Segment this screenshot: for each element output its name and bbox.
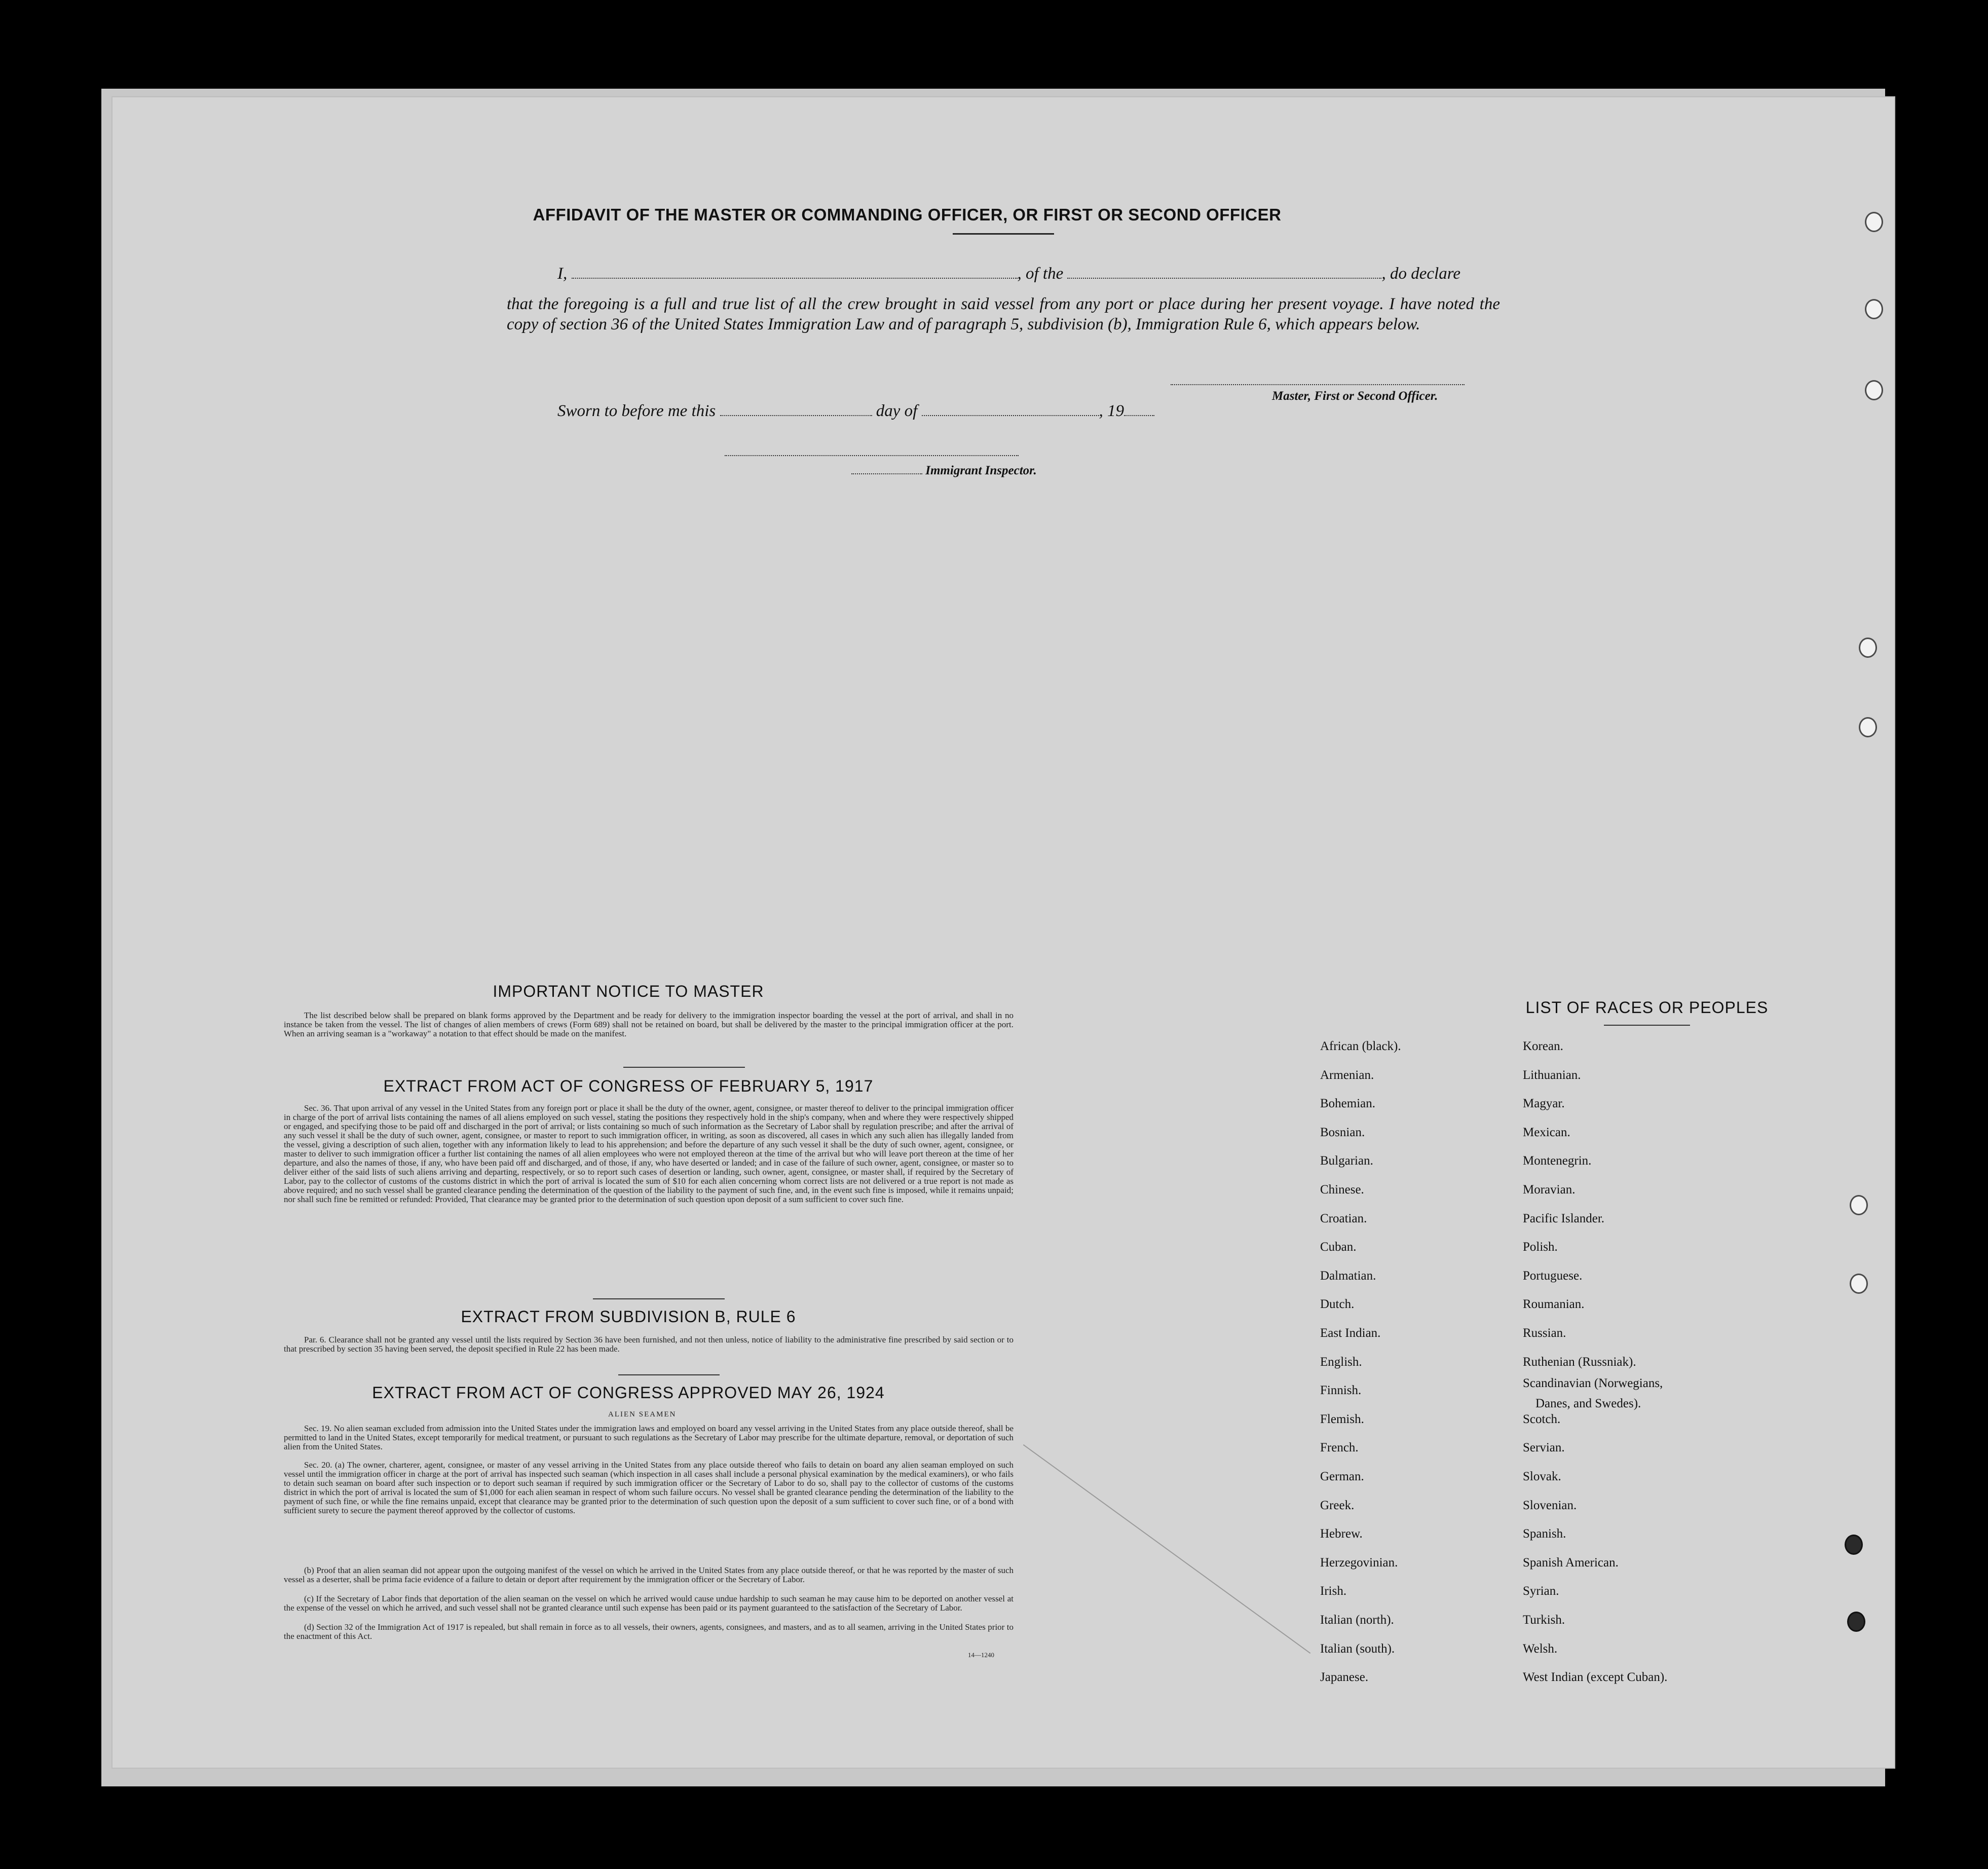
race-item: Bohemian. [1320,1097,1376,1111]
inspector-name-field[interactable] [851,473,922,474]
race-item: Moravian. [1523,1183,1576,1197]
race-item: East Indian. [1320,1326,1381,1340]
sworn-prefix: Sworn to before me this [557,402,716,420]
race-item: Bulgarian. [1320,1154,1373,1168]
races-rule [1604,1025,1690,1026]
race-item: Magyar. [1523,1097,1565,1111]
affidavit-title: AFFIDAVIT OF THE MASTER OR COMMANDING OFFICER, OR FIRST OR SECOND OFFICER [533,205,1282,224]
race-item: Greek. [1320,1498,1355,1512]
extract-1924-sec20a: Sec. 20. (a) The owner, charterer, agent, consignee, or master of any vessel arriving in the United States from any place outside thereof who fails to detain on board any alien seaman employed on such vessel until the immigration officer in charge at the port of arrival has inspected such seaman (which inspection in all cases shall include a personal physical examination by the medical examiners), or who fails to detain such seaman on board after such inspection or to deport such seaman if required by such immigration officer or the Secretary of Labor to do so, shall pay to the collector of customs of the customs district in which the port of arrival is located the sum of $1,000 for each alien seaman in respect of whom such failure occurs. No vessel shall be granted clearance pending the determination of the liability to the payment of such fine, or while the fine remains unpaid, except that clearance may be granted prior to the determination of such question upon the deposit of a sum sufficient to cover such fine, or of a bond with sufficient surety to secure the payment thereof approved by the collector of customs. [284,1460,1014,1515]
sworn-line [557,402,1154,421]
race-item: Scandinavian (Norwegians, [1523,1376,1663,1391]
race-item: Hebrew. [1320,1527,1363,1541]
sworn-day-label: day of [876,402,918,420]
alien-seamen-subtitle: ALIEN SEAMEN [608,1410,677,1418]
inspector-label: Immigrant Inspector. [925,464,1037,477]
extract-1917-rule [593,1298,725,1299]
race-item: Mexican. [1523,1125,1570,1139]
binding-hole [1850,1195,1868,1215]
race-item: Dutch. [1320,1297,1355,1312]
binding-hole [1845,1535,1863,1555]
race-item: Syrian. [1523,1584,1559,1598]
race-item: Servian. [1523,1441,1565,1455]
rule6-text: Par. 6. Clearance shall not be granted any vessel until the lists required by Section 36 have been furnished, and not then unless, notice of liability to the administrative fine prescribed by said section or to that prescribed by section 35 having been served, the deposit specified in Rule 22 has been made. [284,1335,1014,1354]
of-the-label: , of the [1017,265,1064,283]
extract-1924-title: EXTRACT FROM ACT OF CONGRESS APPROVED MAY 26, 1924 [372,1384,885,1402]
document-page [111,96,1895,1769]
race-item: Armenian. [1320,1068,1374,1082]
declarant-prefix: I, [557,265,568,283]
form-number: 14—1240 [968,1651,994,1659]
paper-fold-line [1023,1444,1310,1654]
binding-hole [1865,380,1883,400]
binding-hole [1865,299,1883,319]
affidavit-line-1 [557,265,1460,283]
race-item: Korean. [1523,1039,1563,1053]
extract-1924-sec20c: (c) If the Secretary of Labor finds that deportation of the alien seaman on the vessel on which he arrived would cause undue hardship to such seaman he may cause him to be deported on another vessel at the expense of the vessel on which he arrived, and such vessel shall not be granted clearance until such expense has been paid or its payment guaranteed to the satisfaction of the Secretary of Labor. [284,1594,1014,1613]
race-item: Japanese. [1320,1670,1369,1685]
race-item: Dalmatian. [1320,1268,1376,1283]
race-item: Spanish American. [1523,1555,1619,1569]
declarant-name-field[interactable] [572,277,1018,279]
race-item: Danes, and Swedes). [1535,1397,1641,1411]
race-item: Cuban. [1320,1240,1357,1254]
race-item: Flemish. [1320,1412,1364,1426]
affidavit-body: that the foregoing is a full and true list of all the crew brought in said vessel from any port or place during her present voyage. I have noted the copy of section 36 of the United States Immigration Law and of paragraph 5, subdivision (b), Immigration Rule 6, which appears below. [507,295,1500,333]
race-item: Croatian. [1320,1211,1367,1225]
extract-1924-sec19: Sec. 19. No alien seaman excluded from admission into the United States under the immigration laws and employed on board any vessel arriving in the United States from any place outside thereof, shall be permitted to land in the United States, except temporarily for medical treatment, or pursuant to such regulations as the Secretary of Labor may prescribe for the ultimate departure, removal, or deportation of such alien from the United States. [284,1424,1014,1451]
race-item: Roumanian. [1523,1297,1585,1312]
master-signature-line[interactable] [1171,384,1465,385]
rule6-rule [618,1374,720,1375]
race-item: West Indian (except Cuban). [1523,1670,1668,1685]
race-item: Welsh. [1523,1641,1558,1656]
rule6-title: EXTRACT FROM SUBDIVISION B, RULE 6 [461,1307,796,1326]
vessel-name-field[interactable] [1067,277,1381,279]
race-item: Spanish. [1523,1527,1566,1541]
extract-1917-text: Sec. 36. That upon arrival of any vessel in the United States from any foreign port or place it shall be the duty of the owner, agent, consignee, or master thereof to deliver to the principal immigration officer in charge of the port of arrival lists containing the names of all aliens employed on such vessel, stating the positions they respectively hold in the ship's company, when and where they were respectively shipped or engaged, and specifying those to be paid off and discharged in the port of arrival; or lists containing so much of such information as the Secretary of Labor shall by regulation prescribe; and after the arrival of any such vessel it shall be the duty of such owner, agent, consignee, or master to report to such immigration officer, in writing, as soon as discovered, all cases in which any such alien has illegally landed from the vessel, giving a description of such alien, together with any information likely to lead to his apprehension; and before the departure of any such vessel it shall be the duty of such owner, agent, consignee, or master to deliver to such immigration officer a further list containing the names of all alien employees who were not employed thereon at the time of the arrival but who will leave port thereon at the time of her departure, and also the names of those, if any, who have been paid off and discharged, and of those, if any, who have deserted or landed; and in case of the failure of such owner, agent, consignee, or master so to deliver either of the said lists of such aliens arriving and departing, respectively, or so to report such cases of desertion or landing, such owner, agent, consignee, or master shall, if required by the Secretary of Labor, pay to the collector of customs of the customs district in which the port of arrival is located the sum of $10 for each alien concerning whom correct lists are not delivered or a true report is not made as above required; and no such vessel shall be granted clearance pending the determination of the question of the liability to the payment of such fine, and, in the event such fine is imposed, while it remains unpaid; nor shall such fine be remitted or refunded: Provided, That clearance may be granted prior to the determination of such question upon deposit of a sum sufficient to cover such fine. [284,1103,1014,1204]
race-item: Finnish. [1320,1384,1362,1398]
binding-hole [1859,638,1877,658]
race-item: French. [1320,1441,1359,1455]
title-rule [953,233,1054,235]
race-item: Russian. [1523,1326,1566,1340]
race-item: Slovenian. [1523,1498,1577,1512]
binding-hole [1865,212,1883,232]
sworn-year-field[interactable] [1124,415,1154,416]
extract-1924-sec20d: (d) Section 32 of the Immigration Act of 1917 is repealed, but shall remain in force as to all vessels, their owners, agents, consignees, and masters, and as to all seamen, arriving in the United States prior to the enactment of this Act. [284,1622,1014,1641]
master-signature-label: Master, First or Second Officer. [1272,389,1438,403]
sworn-month-field[interactable] [922,415,1099,416]
race-item: English. [1320,1355,1362,1369]
sworn-year-label: , 19 [1099,402,1124,420]
races-title: LIST OF RACES OR PEOPLES [1525,998,1769,1017]
race-item: African (black). [1320,1039,1401,1053]
race-item: Irish. [1320,1584,1347,1598]
notice-rule [623,1067,745,1068]
inspector-signature-line[interactable] [725,455,1019,456]
binding-hole [1850,1274,1868,1294]
race-item: Pacific Islander. [1523,1211,1605,1225]
inspector-line [851,464,1037,478]
race-item: Italian (south). [1320,1641,1395,1656]
race-item: Montenegrin. [1523,1154,1592,1168]
race-item: Scotch. [1523,1412,1561,1426]
declare-label: , do declare [1381,265,1460,283]
notice-title: IMPORTANT NOTICE TO MASTER [493,982,764,1000]
race-item: Slovak. [1523,1470,1561,1483]
race-item: Polish. [1523,1240,1558,1254]
notice-text: The list described below shall be prepared on blank forms approved by the Department and be ready for delivery to the immigration inspector boarding the vessel at the port of arrival, and shall in no instance be taken from the vessel. The list of changes of alien members of crews (Form 689) shall not be retained on board, but shall be delivered by the master to the principal immigration officer at the port. When an arriving seaman is a "workaway" a notation to that effect should be made on the manifest. [284,1011,1014,1038]
extract-1917-title: EXTRACT FROM ACT OF CONGRESS OF FEBRUARY 5, 1917 [383,1077,874,1095]
race-item: Portuguese. [1523,1268,1583,1283]
sworn-date-field[interactable] [720,415,872,416]
race-item: Herzegovinian. [1320,1555,1398,1569]
binding-hole [1859,717,1877,737]
race-item: Ruthenian (Russniak). [1523,1355,1636,1369]
race-item: Turkish. [1523,1613,1565,1627]
race-item: Italian (north). [1320,1613,1394,1627]
binding-hole [1847,1612,1865,1632]
race-item: Lithuanian. [1523,1068,1581,1082]
extract-1924-sec20b: (b) Proof that an alien seaman did not appear upon the outgoing manifest of the vessel on which he arrived in the United States from any place outside thereof, or that he was reported by the master of such vessel as a deserter, shall be prima facie evidence of a failure to detain or deport after requirement by the immigration officer or the Secretary of Labor. [284,1565,1014,1584]
race-item: German. [1320,1470,1364,1483]
race-item: Chinese. [1320,1183,1364,1197]
race-item: Bosnian. [1320,1125,1365,1139]
